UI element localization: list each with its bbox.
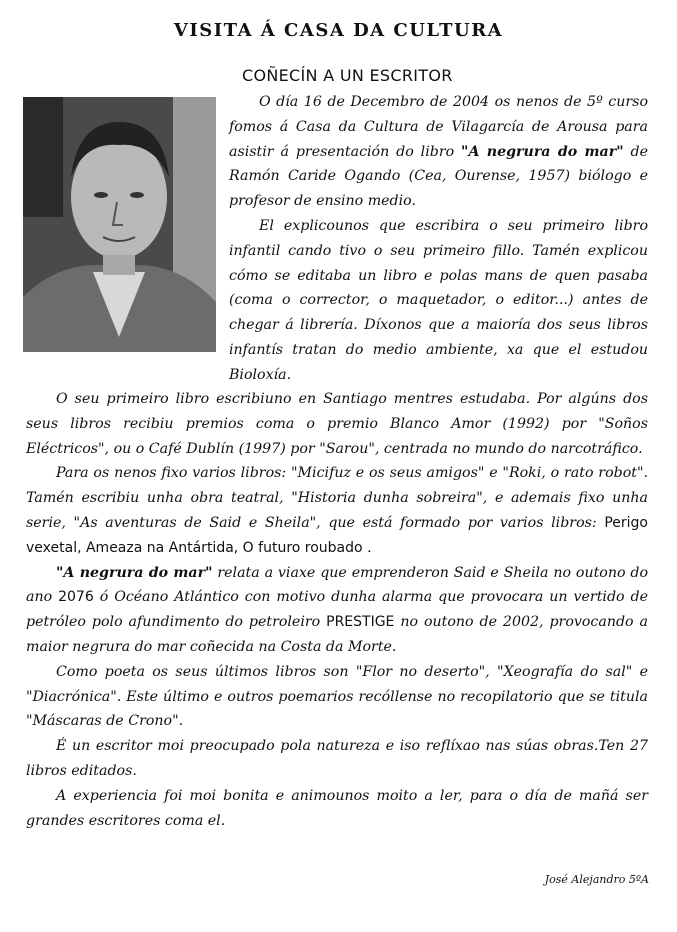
paragraph-2 <box>229 214 648 388</box>
paragraph-3 <box>26 387 648 461</box>
paragraph-6 <box>26 660 648 734</box>
intro-column <box>229 90 648 388</box>
section-subtitle: COÑECÍN A UN ESCRITOR <box>242 66 453 85</box>
paragraph-7 <box>26 734 648 784</box>
p7-text: É un escritor moi preocupado pola natureza e iso reflíxao nas súas obras.Ten 27 libros editados. <box>26 738 648 779</box>
p2-text: El explicounos que escribira o seu primeiro libro infantil cando tivo o seu primeiro fillo. Tamén explicou cómo se editaba un libro e polas mans de quen pasaba (coma o corrector, o maquetador, o editor...) antes de chegar á librería. Díxonos que a maioría dos seus libros infantís tratan do medio ambiente, xa que el estudou Bioloxía. <box>229 217 648 383</box>
paragraph-4 <box>26 461 648 560</box>
paragraph-5 <box>26 561 648 660</box>
page-title: VISITA Á CASA DA CULTURA <box>173 20 504 41</box>
book-title-highlight-2: "A negrura do mar" <box>56 564 213 581</box>
year-2076: 2076 <box>58 589 94 606</box>
series-book-list: Perigo vexetal, Ameaza na Antártida, O futuro roubado <box>26 514 648 556</box>
author-photo <box>23 97 216 352</box>
book-title-highlight: "A negrura do mar" <box>461 143 624 160</box>
p3-text: O seu primeiro libro escribiuno en Santiago mentres estudaba. Por algúns dos seus libros recibiu premios coma o premio Blanco Amor (1992) por "Soños Eléctricos", ou o Café Dublín (1997) por "Sarou", centrada no mundo do narcotráfico. <box>26 391 648 457</box>
p4-text-a: Para os nenos fixo varios libros: "Micifuz e os seus amigos" e "Roki, o rato robot". Tamén escribiu unha obra teatral, "Historia dunha sobreira", e ademais fixo unha serie, "As aventuras de Said e Sheila", que está formado por varios libros: <box>26 465 648 531</box>
p8-text: A experiencia foi moi bonita e animounos moito a ler, para o día de mañá ser grandes escritores coma el. <box>26 787 648 829</box>
p1-text-c: de Ramón Caride Ogando (Cea, Ourense, 1957) biólogo e profesor de ensino medio. <box>229 143 648 210</box>
main-text <box>26 387 648 833</box>
signature: José Alejandro 5ºA <box>544 873 649 886</box>
p5-text-f: no outono de 2002, provocando a maior negrura do mar coñecida na Costa da Morte. <box>26 614 648 655</box>
paragraph-1 <box>229 90 648 214</box>
p1-text-a: O día 16 de Decembro de 2004 os nenos de 5º curso fomos á Casa da Cultura de Vilagarcía de Arousa para asistir á presentación do libro <box>229 94 648 160</box>
p6-text: Como poeta os seus últimos libros son "Flor no deserto", "Xeografía do sal" e "Diacrónica". Este último e outros poemarios recóllense no recopilatorio que se titula "Máscaras de Crono". <box>26 663 648 730</box>
p4-text-c: . <box>362 539 372 556</box>
p5-text-b: relata a viaxe que emprenderon Said e Sheila no outono do ano <box>26 564 649 606</box>
paragraph-8 <box>26 784 648 834</box>
prestige-name: PRESTIGE <box>326 614 395 631</box>
p5-text-d: ó Océano Atlántico con motivo dunha alarma que provocara un vertido de petróleo polo afundimento do petroleiro <box>26 589 649 631</box>
